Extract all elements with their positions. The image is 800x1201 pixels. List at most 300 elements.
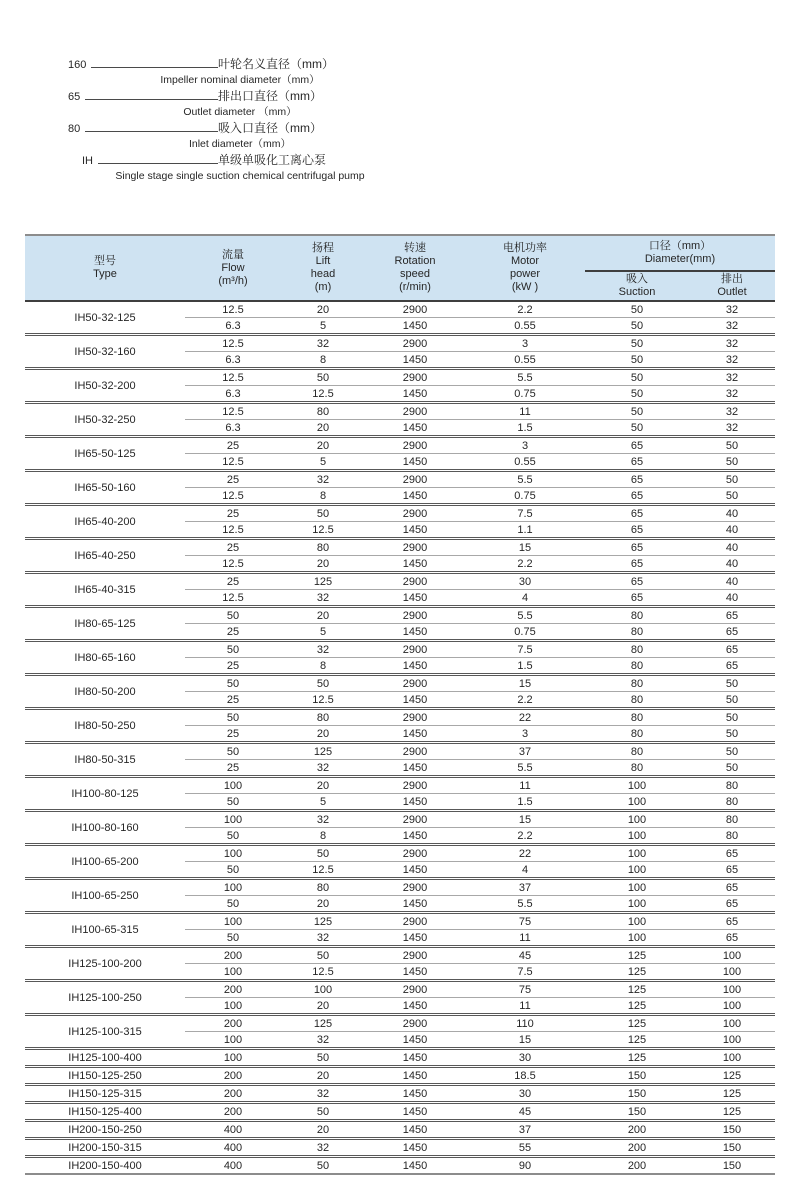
table-row [25, 777, 775, 794]
value-cell: 100 [585, 930, 689, 947]
value-cell: 2900 [365, 811, 465, 828]
value-cell: 8 [281, 828, 365, 845]
value-cell: 150 [585, 1067, 689, 1085]
value-cell: 1450 [365, 1067, 465, 1085]
value-cell: 1450 [365, 760, 465, 777]
value-cell: 125 [689, 1085, 775, 1103]
value-cell: 8 [281, 488, 365, 505]
value-cell: 1450 [365, 862, 465, 879]
pump-type: IH200-150-400 [25, 1157, 185, 1175]
value-cell: 100 [585, 896, 689, 913]
value-cell: 5.5 [465, 760, 585, 777]
header-unit: (m) [314, 281, 332, 293]
value-cell: 65 [689, 641, 775, 658]
value-cell: 1450 [365, 726, 465, 743]
value-cell: 12.5 [185, 403, 281, 420]
table-row [25, 913, 775, 930]
value-cell: 50 [281, 369, 365, 386]
pump-type: IH50-32-125 [74, 311, 136, 324]
pump-type: IH65-40-250 [25, 539, 185, 573]
value-cell: 12.5 [281, 964, 365, 981]
value-cell: 1450 [365, 1049, 465, 1067]
pump-type: IH65-40-315 [25, 573, 185, 607]
value-cell: 32 [689, 420, 775, 437]
value-cell: 50 [185, 709, 281, 726]
header-en: Rotation [394, 255, 436, 267]
table-row [25, 403, 775, 420]
value-cell: 50 [185, 675, 281, 692]
pump-type: IH125-100-400 [25, 1049, 185, 1067]
value-cell: 65 [585, 505, 689, 522]
value-cell: 0.55 [465, 454, 585, 471]
value-cell: 2.2 [465, 556, 585, 573]
value-cell: 1450 [365, 488, 465, 505]
value-cell: 100 [185, 998, 281, 1015]
value-cell: 65 [689, 607, 775, 624]
header-en: speed [400, 268, 430, 280]
value-cell: 55 [465, 1139, 585, 1157]
value-cell: 1450 [365, 794, 465, 811]
value-cell: 32 [281, 1032, 365, 1049]
value-cell: 1450 [365, 1103, 465, 1121]
value-cell: 100 [585, 845, 689, 862]
value-cell: 4 [465, 862, 585, 879]
value-cell: 15 [465, 811, 585, 828]
model-code-legend [0, 0, 500, 184]
value-cell: 100 [185, 1049, 281, 1067]
value-cell: 6.3 [185, 420, 281, 437]
value-cell: 32 [689, 369, 775, 386]
value-cell: 65 [689, 862, 775, 879]
value-cell: 50 [585, 386, 689, 403]
value-cell: 1450 [365, 658, 465, 675]
header-zh: 流量 [222, 248, 244, 261]
value-cell: 1450 [365, 896, 465, 913]
value-cell: 100 [185, 777, 281, 794]
value-cell: 1450 [365, 1139, 465, 1157]
value-cell: 20 [281, 1121, 365, 1139]
value-cell: 100 [585, 828, 689, 845]
value-cell: 5.5 [465, 369, 585, 386]
value-cell: 100 [689, 964, 775, 981]
header-zh: 型号 [94, 255, 116, 267]
value-cell: 25 [185, 760, 281, 777]
value-cell: 20 [281, 420, 365, 437]
pump-type: IH100-65-200 [25, 845, 185, 879]
table-row [25, 573, 775, 590]
value-cell: 45 [465, 1103, 585, 1121]
value-cell: 100 [689, 947, 775, 964]
table-row [25, 607, 775, 624]
value-cell: 80 [281, 539, 365, 556]
value-cell: 100 [689, 1049, 775, 1067]
pump-type: IH150-125-315 [25, 1085, 185, 1103]
table-row [25, 641, 775, 658]
value-cell: 2900 [365, 845, 465, 862]
value-cell: 1450 [365, 964, 465, 981]
header-unit: (kW ) [511, 281, 539, 293]
value-cell: 11 [465, 777, 585, 794]
table-header [25, 235, 775, 301]
value-cell: 80 [585, 760, 689, 777]
value-cell: 50 [585, 420, 689, 437]
legend-item [0, 152, 500, 184]
value-cell: 80 [585, 607, 689, 624]
value-cell: 7.5 [465, 505, 585, 522]
value-cell: 1450 [365, 454, 465, 471]
header-en: Diameter(mm) [644, 253, 716, 265]
value-cell: 80 [585, 641, 689, 658]
table-row [25, 471, 775, 488]
value-cell: 50 [185, 794, 281, 811]
col-header-diameter [585, 235, 775, 271]
value-cell: 32 [281, 641, 365, 658]
value-cell: 125 [585, 1032, 689, 1049]
table-row [25, 1121, 775, 1139]
value-cell: 25 [185, 505, 281, 522]
value-cell: 40 [689, 590, 775, 607]
col-header-outlet [689, 271, 775, 301]
header-en: head [310, 268, 336, 280]
value-cell: 32 [689, 335, 775, 352]
pump-type: IH125-100-200 [25, 947, 185, 981]
value-cell: 150 [689, 1139, 775, 1157]
value-cell: 50 [281, 845, 365, 862]
value-cell: 125 [689, 1103, 775, 1121]
value-cell: 65 [689, 845, 775, 862]
header-en: Flow [221, 261, 245, 274]
value-cell: 2900 [365, 981, 465, 998]
value-cell: 32 [725, 303, 739, 316]
value-cell: 0.55 [465, 318, 585, 335]
value-cell: 110 [465, 1015, 585, 1032]
value-cell: 2900 [365, 675, 465, 692]
value-cell: 200 [185, 1067, 281, 1085]
value-cell: 50 [585, 403, 689, 420]
table-row [25, 845, 775, 862]
value-cell: 100 [585, 879, 689, 896]
value-cell: 30 [465, 1049, 585, 1067]
value-cell: 32 [281, 811, 365, 828]
value-cell: 100 [689, 1015, 775, 1032]
table-row [25, 1157, 775, 1175]
value-cell: 400 [185, 1157, 281, 1175]
value-cell: 25 [185, 539, 281, 556]
value-cell: 50 [185, 641, 281, 658]
pump-type: IH100-80-125 [25, 777, 185, 811]
value-cell: 150 [585, 1103, 689, 1121]
value-cell: 45 [465, 947, 585, 964]
value-cell: 12.5 [281, 862, 365, 879]
col-header-type [25, 235, 185, 301]
pump-type: IH65-50-125 [25, 437, 185, 471]
value-cell: 2900 [365, 777, 465, 794]
value-cell: 40 [689, 522, 775, 539]
value-cell: 125 [585, 947, 689, 964]
value-cell: 125 [585, 1049, 689, 1067]
value-cell: 2900 [365, 573, 465, 590]
value-cell: 100 [585, 777, 689, 794]
value-cell: 50 [689, 675, 775, 692]
value-cell: 40 [689, 573, 775, 590]
value-cell: 150 [689, 1157, 775, 1175]
value-cell: 50 [281, 947, 365, 964]
value-cell: 50 [689, 692, 775, 709]
value-cell: 11 [465, 998, 585, 1015]
value-cell: 1450 [365, 1121, 465, 1139]
value-cell: 125 [585, 981, 689, 998]
value-cell: 5.5 [465, 607, 585, 624]
value-cell: 150 [689, 1121, 775, 1139]
value-cell: 30 [465, 573, 585, 590]
value-cell: 8 [281, 658, 365, 675]
value-cell: 2900 [365, 879, 465, 896]
value-cell: 18.5 [465, 1067, 585, 1085]
value-cell: 20 [316, 303, 330, 316]
value-cell: 25 [185, 726, 281, 743]
legend-label-en: Inlet diameter（mm） [188, 138, 292, 150]
value-cell: 12.5 [185, 488, 281, 505]
value-cell: 80 [689, 828, 775, 845]
value-cell: 100 [185, 964, 281, 981]
value-cell: 2900 [402, 303, 428, 316]
value-cell: 0.75 [465, 488, 585, 505]
value-cell: 5 [281, 318, 365, 335]
value-cell: 50 [585, 335, 689, 352]
value-cell: 65 [689, 879, 775, 896]
value-cell: 50 [185, 743, 281, 760]
value-cell: 1450 [365, 692, 465, 709]
value-cell: 32 [689, 352, 775, 369]
value-cell: 50 [281, 1049, 365, 1067]
header-zh: 口径（mm） [648, 240, 712, 252]
header-unit: (m³/h) [218, 274, 248, 287]
value-cell: 7.5 [465, 964, 585, 981]
header-zh: 扬程 [312, 242, 334, 254]
value-cell: 50 [281, 1103, 365, 1121]
value-cell: 2900 [365, 403, 465, 420]
value-cell: 50 [585, 369, 689, 386]
value-cell: 1450 [365, 624, 465, 641]
value-cell: 80 [585, 675, 689, 692]
value-cell: 50 [185, 862, 281, 879]
value-cell: 1450 [365, 386, 465, 403]
value-cell: 80 [281, 403, 365, 420]
value-cell: 80 [689, 794, 775, 811]
value-cell: 0.75 [465, 624, 585, 641]
value-cell: 2900 [365, 1015, 465, 1032]
value-cell: 20 [281, 1067, 365, 1085]
table-row [25, 1049, 775, 1067]
value-cell: 12.5 [185, 522, 281, 539]
value-cell: 1450 [365, 1157, 465, 1175]
value-cell: 25 [185, 471, 281, 488]
value-cell: 32 [281, 760, 365, 777]
table-row [25, 675, 775, 692]
pump-type: IH100-65-250 [25, 879, 185, 913]
legend-label-en: Impeller nominal diameter（mm） [160, 74, 320, 86]
header-zh: 转速 [404, 242, 426, 254]
value-cell: 65 [585, 539, 689, 556]
value-cell: 50 [281, 505, 365, 522]
value-cell: 50 [185, 828, 281, 845]
value-cell: 1450 [365, 590, 465, 607]
value-cell: 200 [585, 1139, 689, 1157]
value-cell: 125 [585, 1015, 689, 1032]
value-cell: 1450 [365, 930, 465, 947]
value-cell: 32 [281, 930, 365, 947]
value-cell: 20 [281, 998, 365, 1015]
pump-type: IH50-32-250 [25, 403, 185, 437]
value-cell: 2900 [365, 913, 465, 930]
pump-type: IH80-65-160 [25, 641, 185, 675]
value-cell: 22 [465, 845, 585, 862]
value-cell: 25 [185, 692, 281, 709]
value-cell: 2900 [365, 743, 465, 760]
value-cell: 75 [465, 981, 585, 998]
value-cell: 32 [281, 1085, 365, 1103]
value-cell: 50 [630, 303, 644, 316]
value-cell: 65 [585, 454, 689, 471]
value-cell: 200 [185, 1103, 281, 1121]
table-row [25, 743, 775, 760]
legend-label-zh: 单级单吸化工离心泵 [218, 153, 327, 167]
value-cell: 6.3 [185, 318, 281, 335]
value-cell: 40 [689, 505, 775, 522]
value-cell: 7.5 [465, 641, 585, 658]
value-cell: 50 [585, 352, 689, 369]
table-row [25, 335, 775, 352]
legend-code: 65 [68, 91, 81, 103]
value-cell: 37 [465, 879, 585, 896]
pump-type: IH80-50-200 [25, 675, 185, 709]
col-header-flow [185, 235, 281, 301]
header-zh: 电机功率 [503, 242, 547, 254]
legend-underline [85, 120, 218, 132]
pump-type: IH100-65-315 [25, 913, 185, 947]
value-cell: 2900 [365, 335, 465, 352]
value-cell: 12.5 [281, 692, 365, 709]
value-cell: 65 [689, 896, 775, 913]
header-en: Lift [315, 255, 331, 267]
value-cell: 2900 [365, 607, 465, 624]
value-cell: 100 [585, 913, 689, 930]
table-row [25, 437, 775, 454]
value-cell: 65 [585, 488, 689, 505]
value-cell: 12.5 [185, 590, 281, 607]
value-cell: 80 [281, 709, 365, 726]
header-en: Outlet [717, 286, 747, 298]
value-cell: 50 [185, 930, 281, 947]
value-cell: 80 [585, 624, 689, 641]
table-row [25, 1103, 775, 1121]
pump-table-body [25, 301, 775, 1174]
value-cell: 200 [185, 947, 281, 964]
value-cell: 100 [585, 794, 689, 811]
value-cell: 50 [689, 454, 775, 471]
value-cell: 50 [689, 760, 775, 777]
value-cell: 5.5 [465, 896, 585, 913]
value-cell: 30 [465, 1085, 585, 1103]
value-cell: 2900 [365, 539, 465, 556]
legend-underline [98, 152, 218, 164]
table-row [25, 709, 775, 726]
value-cell: 32 [281, 1139, 365, 1157]
legend-code: 80 [68, 123, 81, 135]
value-cell: 1450 [365, 522, 465, 539]
value-cell: 22 [465, 709, 585, 726]
value-cell: 1450 [365, 556, 465, 573]
value-cell: 6.3 [185, 352, 281, 369]
value-cell: 50 [689, 726, 775, 743]
value-cell: 25 [185, 573, 281, 590]
value-cell: 75 [465, 913, 585, 930]
value-cell: 100 [185, 913, 281, 930]
pump-type: IH65-50-160 [25, 471, 185, 505]
value-cell: 80 [585, 658, 689, 675]
table-row [25, 811, 775, 828]
table-row [25, 301, 775, 318]
legend-label-en: Single stage single suction chemical centrifugal pump [115, 170, 365, 182]
legend-label-zh: 叶轮名义直径（mm） [218, 57, 334, 71]
value-cell: 11 [465, 403, 585, 420]
value-cell: 100 [585, 862, 689, 879]
legend-item [0, 88, 500, 120]
legend-underline [85, 88, 218, 100]
value-cell: 50 [281, 1157, 365, 1175]
value-cell: 65 [689, 624, 775, 641]
legend-underline [91, 56, 218, 68]
value-cell: 80 [585, 692, 689, 709]
value-cell: 80 [585, 709, 689, 726]
value-cell: 20 [281, 437, 365, 454]
value-cell: 65 [585, 471, 689, 488]
value-cell: 5 [281, 454, 365, 471]
table-row [25, 539, 775, 556]
value-cell: 32 [281, 471, 365, 488]
value-cell: 1.5 [465, 794, 585, 811]
value-cell: 3 [465, 437, 585, 454]
value-cell: 125 [585, 998, 689, 1015]
value-cell: 2.2 [465, 828, 585, 845]
value-cell: 12.5 [281, 522, 365, 539]
pump-type: IH80-50-250 [25, 709, 185, 743]
value-cell: 200 [185, 1085, 281, 1103]
legend-code: 160 [68, 59, 87, 71]
value-cell: 20 [281, 777, 365, 794]
header-zh: 排出 [721, 273, 743, 285]
value-cell: 2900 [365, 641, 465, 658]
table-row [25, 1085, 775, 1103]
value-cell: 15 [465, 1032, 585, 1049]
pump-type: IH50-32-200 [25, 369, 185, 403]
value-cell: 25 [185, 624, 281, 641]
pump-type: IH150-125-400 [25, 1103, 185, 1121]
value-cell: 12.5 [222, 303, 244, 316]
value-cell: 25 [185, 437, 281, 454]
value-cell: 2900 [365, 437, 465, 454]
value-cell: 20 [281, 607, 365, 624]
col-header-lift [281, 235, 365, 301]
table-row [25, 879, 775, 896]
value-cell: 80 [689, 811, 775, 828]
value-cell: 1450 [365, 352, 465, 369]
value-cell: 5 [281, 794, 365, 811]
value-cell: 150 [585, 1085, 689, 1103]
value-cell: 400 [185, 1121, 281, 1139]
value-cell: 40 [689, 556, 775, 573]
pump-type: IH65-40-200 [25, 505, 185, 539]
